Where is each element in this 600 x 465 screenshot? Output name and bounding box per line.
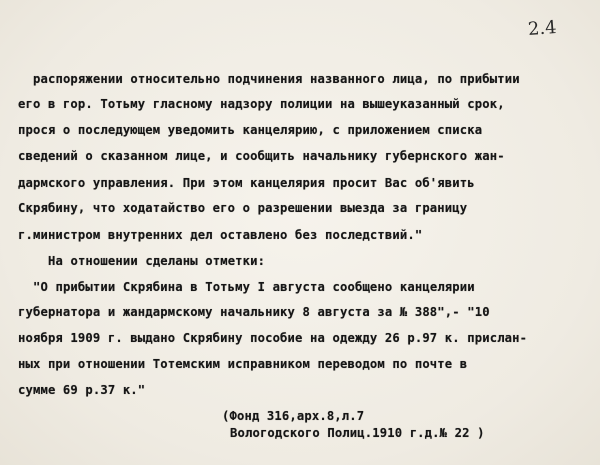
text-line: ных при отношении Тотемским исправником переводом по почте в	[18, 357, 468, 371]
text-line: ноября 1909 г. выдано Скрябину пособие на одежду 26 р.97 к. прислан-	[18, 331, 528, 345]
text-line: губернатора и жандармскому начальнику 8 августа за № 388",- "10	[18, 305, 490, 319]
text-line: его в гор. Тотьму гласному надзору полиции на вышеуказанный срок,	[18, 97, 505, 111]
text-line: Скрябину, что ходатайство его о разрешении выезда за границу	[18, 201, 468, 215]
notes-intro: На отношении сделаны отметки:	[48, 254, 266, 268]
text-line: "О прибытии Скрябина в Тотьму I августа сообщено канцелярии	[33, 280, 475, 294]
text-line: г.министром внутренних дел оставлено без последствий."	[18, 228, 423, 242]
source-line: Вологодского Полиц.1910 г.д.№ 22 )	[230, 426, 485, 440]
text-line: дармского управления. При этом канцелярия просит Вас об'явить	[18, 176, 475, 190]
source-line: (Фонд 316,арх.8,л.7	[222, 409, 365, 423]
text-line: сведений о сказанном лице, и сообщить начальнику губернского жан-	[18, 149, 505, 163]
text-line: распоряжении относительно подчинения названного лица, по прибытии	[33, 72, 520, 86]
text-line: сумме 69 р.37 к."	[18, 383, 146, 397]
text-line: прося о последующем уведомить канцелярию, с приложением списка	[18, 123, 483, 137]
page-number: 2.4	[527, 17, 558, 40]
